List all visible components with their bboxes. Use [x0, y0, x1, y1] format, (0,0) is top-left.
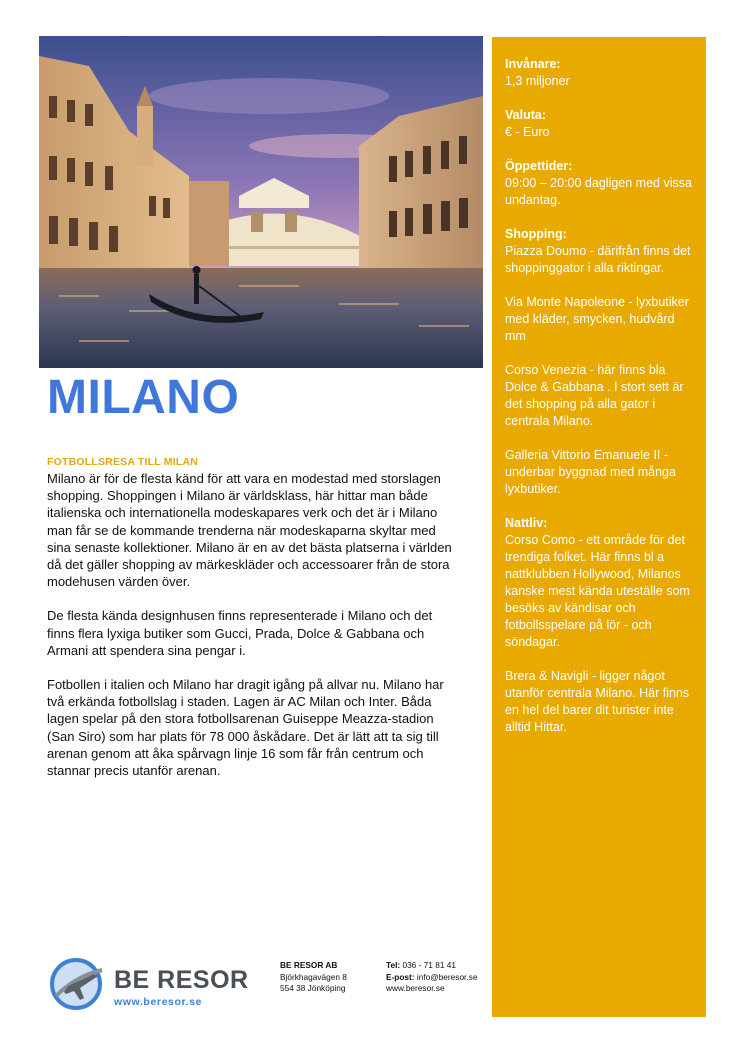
shopping-label: Shopping: [505, 227, 567, 241]
body-paragraph: De flesta kända designhusen finns representerade i Milano och det finns flera lyxiga butiker som Gucci, Prada, Dolce & Gabbana och Armani att spendera sina pengar i. [47, 608, 433, 658]
nightlife-label: Nattliv: [505, 516, 548, 530]
body-paragraph: Milano är för de flesta känd för att vara en modestad med storslagen shopping. Shoppingen i Milano är världsklass, här hittar man både italienska och internationella modeskapares verk och det är i Milano man får se de kommande trenderna när modeskaparna skyltar med sina senaste kollektioner. Milano är en av det bästa platserna i världen då det gäller shopping av märkeskläder och accessoarer från de stora modehusen värden över. [47, 471, 452, 590]
opening-hours-label: Öppettider: [505, 159, 573, 173]
currency-value: € - Euro [505, 125, 550, 139]
hero-photo [39, 36, 483, 368]
page-title: MILANO [47, 371, 240, 424]
shopping-item: Via Monte Napoleone - lyxbutiker med kläder, smycken, hudvård mm [505, 295, 689, 343]
section-kicker: FOTBOLLSRESA TILL MILAN [47, 456, 199, 468]
shopping-item: Galleria Vittorio Emanuele II - underbar byggnad med många lyxbutiker. [505, 448, 676, 496]
tel-label: Tel: [386, 960, 401, 970]
logo-wordmark: BE RESOR [114, 966, 249, 994]
nightlife-item: Corso Como - ett område för det trendiga folket. Här finns bl a nattklubben Hollywood, Milanos kanske mest kända uteställe som besöks av kändisar och fotbollsspelare på lör - och söndagar. [505, 533, 690, 649]
population-value: 1,3 miljoner [505, 74, 570, 88]
opening-hours-value: 09:00 – 20:00 dagligen med vissa undantag. [505, 176, 692, 207]
email-label: E-post: [386, 971, 415, 982]
footer [50, 950, 490, 1020]
airplane-globe-icon [50, 956, 108, 1012]
logo-url[interactable]: www.beresor.se [114, 996, 202, 1008]
currency-fact [505, 107, 694, 141]
company-address [280, 960, 347, 995]
currency-label: Valuta: [505, 108, 546, 122]
tel-value[interactable]: 036 - 71 81 41 [402, 960, 456, 970]
main-content [47, 456, 463, 796]
population-label: Invånare: [505, 57, 561, 71]
shopping-item: Piazza Doumo - därifrån finns det shoppinggator i alla riktingar. [505, 244, 691, 275]
nightlife-section [505, 515, 694, 736]
email-link[interactable]: info@beresor.se [416, 971, 478, 982]
shopping-item: Corso Venezia - här finns bla Dolce & Gabbana . I stort sett är det shopping på alla gator i centrala Milano. [505, 363, 684, 428]
website-link[interactable]: www.beresor.se [386, 983, 445, 993]
population-fact [505, 56, 694, 90]
company-logo[interactable] [50, 956, 260, 1012]
opening-hours-fact [505, 158, 694, 209]
body-paragraph: Fotbollen i italien och Milano har dragit igång på allvar nu. Milano har två erkända fotbollslag i staden. Lagen är AC Milan och Inter. Båda lagen spelar på den stora fotbollsarenan Guiseppe Meazza-stadion (San Siro) som har plats för 78 000 åskådare. Det är lätt att ta sig till arenan genom att åka spårvagn linje 16 som får från centrum och stannar precis utanför arenan. [47, 677, 444, 779]
facts-sidebar [492, 37, 706, 1017]
shopping-section [505, 226, 694, 498]
company-name: BE RESOR AB [280, 960, 338, 970]
contact-details [386, 960, 477, 995]
nightlife-item: Brera & Navigli - ligger något utanför centrala Milano. Här finns en hel del barer dit turister inte alltid Hittar. [505, 669, 690, 734]
address-line: Björkhagavägen 8 [280, 971, 347, 982]
address-line: 554 38 Jönköping [280, 983, 346, 993]
